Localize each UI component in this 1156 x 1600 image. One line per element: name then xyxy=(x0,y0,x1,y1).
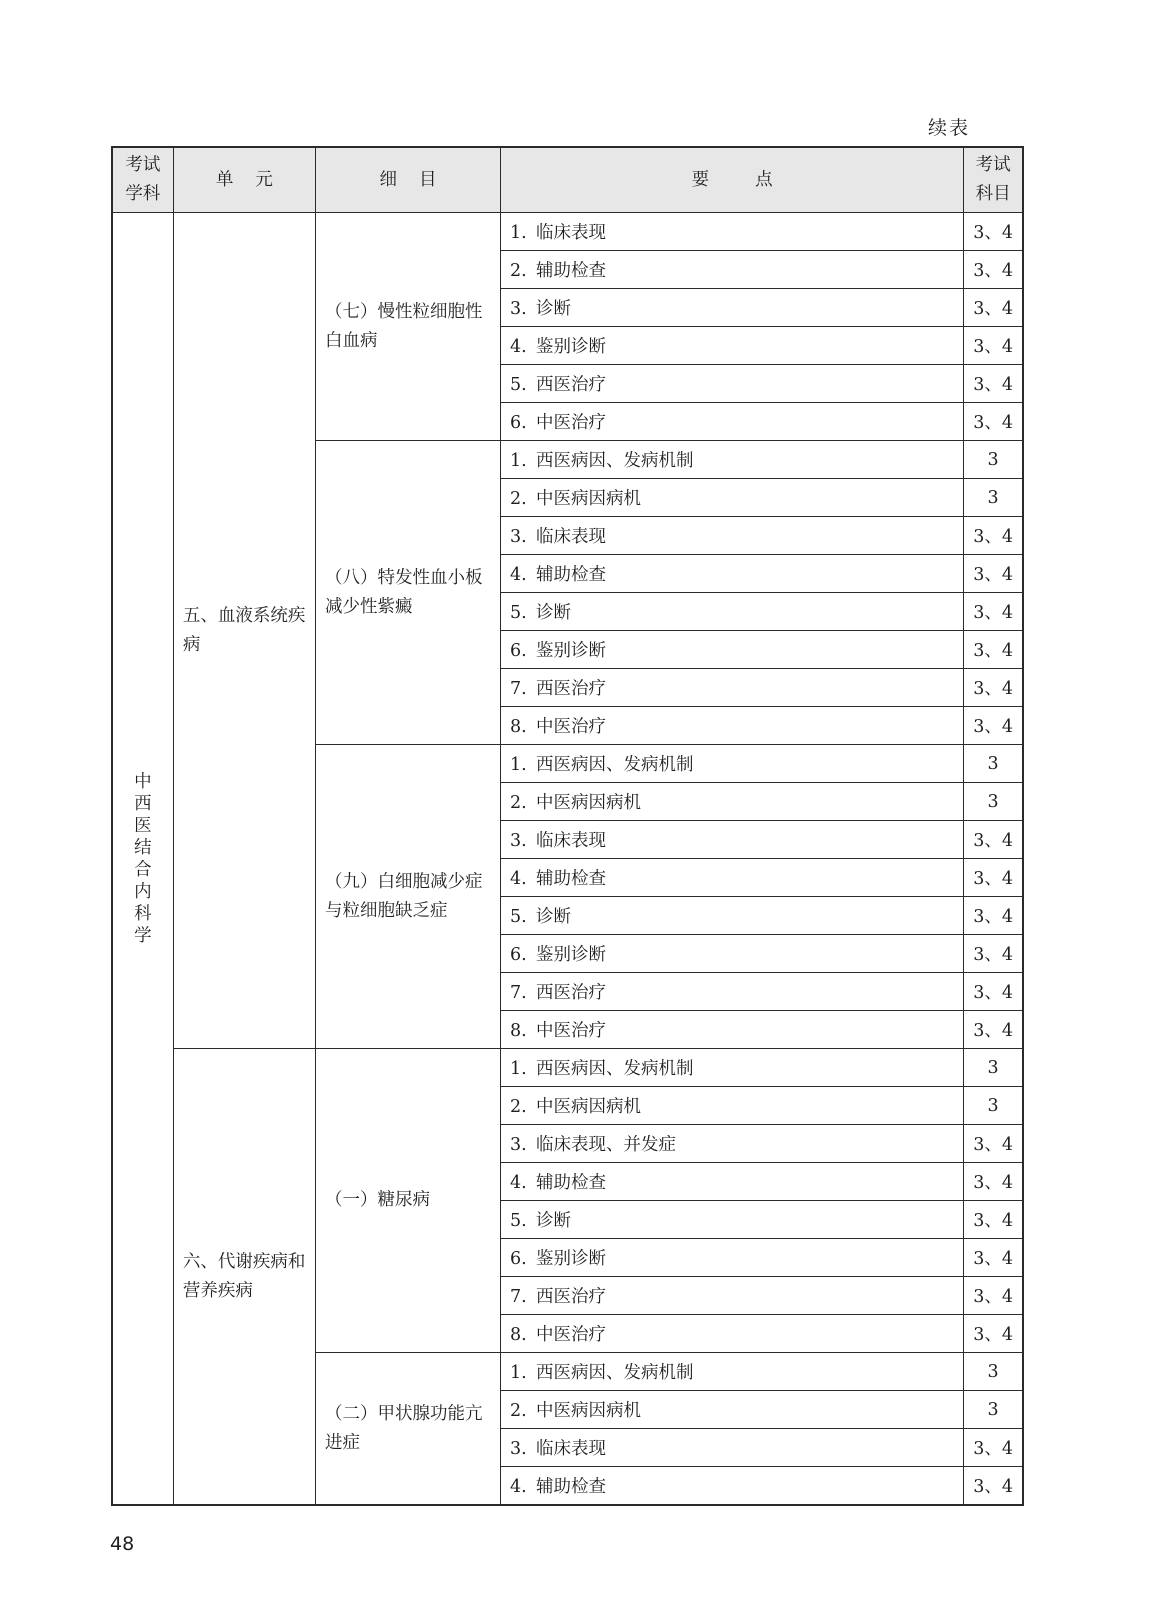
point-number: 6. xyxy=(510,413,527,433)
exam-code-cell: 3、4 xyxy=(964,1163,1023,1201)
point-text: 辅助检查 xyxy=(536,261,607,281)
point-number: 5. xyxy=(510,907,527,927)
point-text: 诊断 xyxy=(536,907,572,927)
point-text: 西医治疗 xyxy=(536,1287,607,1307)
exam-code-cell: 3、4 xyxy=(964,821,1023,859)
exam-code-cell: 3、4 xyxy=(964,555,1023,593)
header-exam: 考试 科目 xyxy=(964,147,1023,213)
point-text: 鉴别诊断 xyxy=(536,337,607,357)
point-number: 2. xyxy=(510,489,527,509)
point-text: 中医病因病机 xyxy=(536,489,642,509)
point-number: 7. xyxy=(510,679,527,699)
exam-code-cell: 3、4 xyxy=(964,1277,1023,1315)
point-text: 西医病因、发病机制 xyxy=(536,451,694,471)
point-text: 辅助检查 xyxy=(536,1477,607,1497)
exam-code-cell: 3、4 xyxy=(964,251,1023,289)
point-number: 4. xyxy=(510,1173,527,1193)
point-number: 4. xyxy=(510,1477,527,1497)
exam-code-cell: 3、4 xyxy=(964,1239,1023,1277)
point-text: 中医治疗 xyxy=(536,1021,607,1041)
table-body xyxy=(112,213,1023,1506)
point-text: 中医病因病机 xyxy=(536,1097,642,1117)
point-text: 西医病因、发病机制 xyxy=(536,1059,694,1079)
point-text: 辅助检查 xyxy=(536,1173,607,1193)
point-cell xyxy=(501,1353,964,1391)
point-text: 西医治疗 xyxy=(536,983,607,1003)
exam-code-cell: 3、4 xyxy=(964,517,1023,555)
point-cell xyxy=(501,251,964,289)
point-number: 1. xyxy=(510,451,527,471)
point-cell xyxy=(501,1239,964,1277)
exam-code-cell: 3、4 xyxy=(964,1315,1023,1353)
point-text: 中医治疗 xyxy=(536,717,607,737)
point-cell xyxy=(501,1049,964,1087)
point-cell xyxy=(501,783,964,821)
point-text: 中医治疗 xyxy=(536,413,607,433)
point-number: 6. xyxy=(510,1249,527,1269)
point-text: 诊断 xyxy=(536,603,572,623)
point-number: 1. xyxy=(510,1059,527,1079)
exam-code-cell: 3、4 xyxy=(964,1429,1023,1467)
point-number: 8. xyxy=(510,717,527,737)
point-cell xyxy=(501,441,964,479)
exam-code-cell: 3 xyxy=(964,1049,1023,1087)
point-text: 临床表现、并发症 xyxy=(536,1135,677,1155)
item-cell: （八）特发性血小板减少性紫癜 xyxy=(315,441,500,745)
point-text: 中医病因病机 xyxy=(536,1401,642,1421)
point-number: 2. xyxy=(510,793,527,813)
point-text: 中医治疗 xyxy=(536,1325,607,1345)
point-cell xyxy=(501,1391,964,1429)
exam-code-cell: 3、4 xyxy=(964,1467,1023,1506)
point-text: 诊断 xyxy=(536,1211,572,1231)
unit-cell: 六、代谢疾病和营养疾病 xyxy=(173,1049,315,1506)
point-text: 临床表现 xyxy=(536,527,607,547)
exam-code-cell: 3、4 xyxy=(964,327,1023,365)
header-unit: 单元 xyxy=(173,147,315,213)
exam-code-cell: 3、4 xyxy=(964,669,1023,707)
exam-code-cell: 3、4 xyxy=(964,1125,1023,1163)
point-cell xyxy=(501,1087,964,1125)
exam-code-cell: 3、4 xyxy=(964,973,1023,1011)
point-cell xyxy=(501,631,964,669)
point-text: 临床表现 xyxy=(536,223,607,243)
exam-code-cell: 3 xyxy=(964,441,1023,479)
point-cell xyxy=(501,1429,964,1467)
exam-code-cell: 3、4 xyxy=(964,1011,1023,1049)
point-cell xyxy=(501,479,964,517)
point-cell xyxy=(501,821,964,859)
point-number: 8. xyxy=(510,1021,527,1041)
item-cell: （二）甲状腺功能亢进症 xyxy=(315,1353,500,1506)
subject-cell: 中西医结合内科学 xyxy=(112,213,173,1506)
exam-code-cell: 3、4 xyxy=(964,593,1023,631)
point-cell xyxy=(501,669,964,707)
point-cell xyxy=(501,1277,964,1315)
point-number: 3. xyxy=(510,1135,527,1155)
exam-code-cell: 3 xyxy=(964,1087,1023,1125)
point-cell xyxy=(501,1467,964,1506)
point-cell xyxy=(501,973,964,1011)
point-number: 3. xyxy=(510,1439,527,1459)
point-number: 1. xyxy=(510,1363,527,1383)
point-cell xyxy=(501,1201,964,1239)
header-row xyxy=(112,147,1023,213)
exam-code-cell: 3 xyxy=(964,783,1023,821)
point-number: 5. xyxy=(510,375,527,395)
point-cell xyxy=(501,1163,964,1201)
point-cell xyxy=(501,555,964,593)
point-number: 3. xyxy=(510,831,527,851)
point-cell xyxy=(501,327,964,365)
point-number: 2. xyxy=(510,261,527,281)
point-cell xyxy=(501,365,964,403)
point-cell xyxy=(501,517,964,555)
item-cell: （九）白细胞减少症与粒细胞缺乏症 xyxy=(315,745,500,1049)
header-item: 细目 xyxy=(315,147,500,213)
exam-code-cell: 3 xyxy=(964,1353,1023,1391)
exam-code-cell: 3、4 xyxy=(964,897,1023,935)
point-number: 8. xyxy=(510,1325,527,1345)
point-cell xyxy=(501,289,964,327)
point-text: 鉴别诊断 xyxy=(536,641,607,661)
point-cell xyxy=(501,593,964,631)
point-number: 5. xyxy=(510,603,527,623)
exam-code-cell: 3 xyxy=(964,745,1023,783)
point-cell xyxy=(501,1011,964,1049)
point-cell xyxy=(501,1315,964,1353)
point-number: 6. xyxy=(510,945,527,965)
point-number: 6. xyxy=(510,641,527,661)
point-cell xyxy=(501,935,964,973)
point-text: 鉴别诊断 xyxy=(536,1249,607,1269)
point-number: 1. xyxy=(510,755,527,775)
unit-cell: 五、血液系统疾病 xyxy=(173,213,315,1049)
page-number: 48 xyxy=(110,1533,135,1555)
point-number: 2. xyxy=(510,1097,527,1117)
header-points: 要点 xyxy=(501,147,964,213)
point-number: 2. xyxy=(510,1401,527,1421)
table-row xyxy=(112,213,1023,251)
exam-code-cell: 3、4 xyxy=(964,365,1023,403)
item-cell: （一）糖尿病 xyxy=(315,1049,500,1353)
exam-code-cell: 3、4 xyxy=(964,631,1023,669)
exam-code-cell: 3、4 xyxy=(964,403,1023,441)
point-number: 3. xyxy=(510,527,527,547)
point-text: 辅助检查 xyxy=(536,565,607,585)
header-subject: 考试 学科 xyxy=(112,147,173,213)
point-text: 西医病因、发病机制 xyxy=(536,755,694,775)
point-cell xyxy=(501,213,964,251)
point-number: 1. xyxy=(510,223,527,243)
point-cell xyxy=(501,707,964,745)
point-cell xyxy=(501,403,964,441)
point-text: 临床表现 xyxy=(536,831,607,851)
point-cell xyxy=(501,1125,964,1163)
point-text: 临床表现 xyxy=(536,1439,607,1459)
point-cell xyxy=(501,897,964,935)
point-number: 7. xyxy=(510,1287,527,1307)
point-text: 西医治疗 xyxy=(536,679,607,699)
point-cell xyxy=(501,859,964,897)
point-text: 辅助检查 xyxy=(536,869,607,889)
table-row xyxy=(112,1049,1023,1087)
point-text: 西医病因、发病机制 xyxy=(536,1363,694,1383)
item-cell: （七）慢性粒细胞性白血病 xyxy=(315,213,500,441)
exam-code-cell: 3、4 xyxy=(964,935,1023,973)
continued-label: 续表 xyxy=(928,117,971,139)
exam-code-cell: 3、4 xyxy=(964,289,1023,327)
point-number: 5. xyxy=(510,1211,527,1231)
exam-code-cell: 3、4 xyxy=(964,859,1023,897)
point-text: 诊断 xyxy=(536,299,572,319)
point-number: 4. xyxy=(510,869,527,889)
point-number: 3. xyxy=(510,299,527,319)
exam-code-cell: 3、4 xyxy=(964,707,1023,745)
point-number: 7. xyxy=(510,983,527,1003)
exam-code-cell: 3 xyxy=(964,1391,1023,1429)
point-text: 中医病因病机 xyxy=(536,793,642,813)
point-cell xyxy=(501,745,964,783)
exam-code-cell: 3、4 xyxy=(964,213,1023,251)
exam-code-cell: 3、4 xyxy=(964,1201,1023,1239)
point-number: 4. xyxy=(510,337,527,357)
point-text: 鉴别诊断 xyxy=(536,945,607,965)
point-text: 西医治疗 xyxy=(536,375,607,395)
syllabus-table xyxy=(111,146,1024,1506)
point-number: 4. xyxy=(510,565,527,585)
exam-code-cell: 3 xyxy=(964,479,1023,517)
